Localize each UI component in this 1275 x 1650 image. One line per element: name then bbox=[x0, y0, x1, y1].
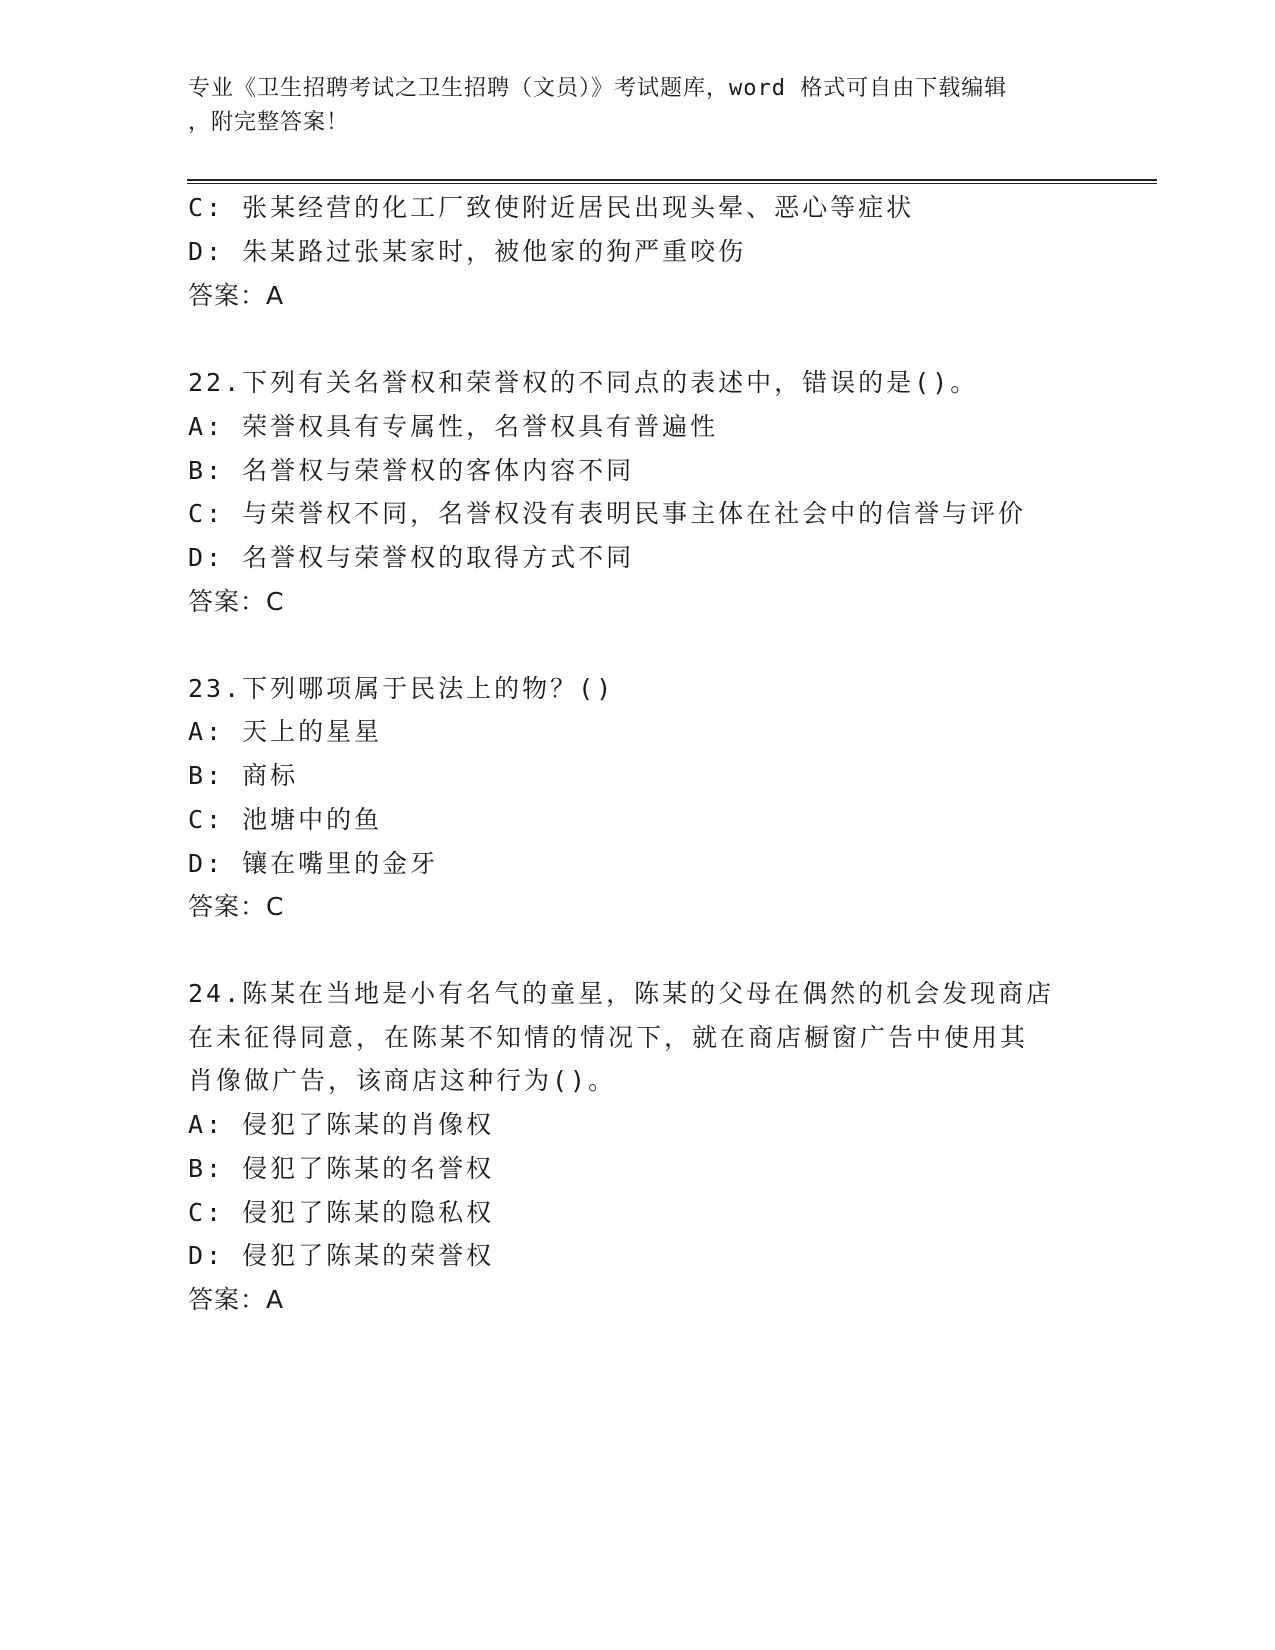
q24-question-line-1: 24.陈某在当地是小有名气的童星，陈某的父母在偶然的机会发现商店 bbox=[188, 979, 1055, 1008]
q24-option-c: C: 侵犯了陈某的隐私权 bbox=[188, 1198, 495, 1227]
header-line-2: ，附完整答案！ bbox=[188, 110, 350, 135]
header-line-1: 专业《卫生招聘考试之卫生招聘（文员）》考试题库，word 格式可自由下载编辑 bbox=[188, 76, 1008, 101]
q24-option-d: D: 侵犯了陈某的荣誉权 bbox=[188, 1241, 495, 1270]
q24-option-b: B: 侵犯了陈某的名誉权 bbox=[188, 1154, 495, 1183]
q23-option-a: A: 天上的星星 bbox=[188, 717, 383, 746]
q22-option-a: A: 荣誉权具有专属性，名誉权具有普遍性 bbox=[188, 412, 719, 441]
q21-option-d: D: 朱某路过张某家时，被他家的狗严重咬伤 bbox=[188, 237, 747, 266]
q21-answer: 答案：A bbox=[188, 281, 285, 310]
q22-answer: 答案：C bbox=[188, 587, 285, 616]
q23-option-d: D: 镶在嘴里的金牙 bbox=[188, 849, 439, 878]
q22-option-b: B: 名誉权与荣誉权的客体内容不同 bbox=[188, 456, 635, 485]
q23-option-b: B: 商标 bbox=[188, 761, 299, 790]
q24-answer: 答案：A bbox=[188, 1285, 285, 1314]
q24-question-line-2: 在未征得同意，在陈某不知情的情况下，就在商店橱窗广告中使用其 bbox=[188, 1023, 1029, 1052]
q22-option-c: C: 与荣誉权不同，名誉权没有表明民事主体在社会中的信誉与评价 bbox=[188, 499, 1027, 528]
q24-option-a: A: 侵犯了陈某的肖像权 bbox=[188, 1110, 495, 1139]
document-header bbox=[188, 72, 1088, 140]
header-divider bbox=[187, 179, 1157, 184]
q21-option-c: C: 张某经营的化工厂致使附近居民出现头晕、恶心等症状 bbox=[188, 193, 915, 222]
q24-question-line-3: 肖像做广告，该商店这种行为()。 bbox=[188, 1066, 617, 1095]
q22-question: 22.下列有关名誉权和荣誉权的不同点的表述中，错误的是()。 bbox=[188, 368, 979, 397]
q23-question: 23.下列哪项属于民法上的物？() bbox=[188, 674, 615, 703]
q22-option-d: D: 名誉权与荣誉权的取得方式不同 bbox=[188, 543, 635, 572]
q23-option-c: C: 池塘中的鱼 bbox=[188, 805, 383, 834]
q23-answer: 答案：C bbox=[188, 892, 285, 921]
